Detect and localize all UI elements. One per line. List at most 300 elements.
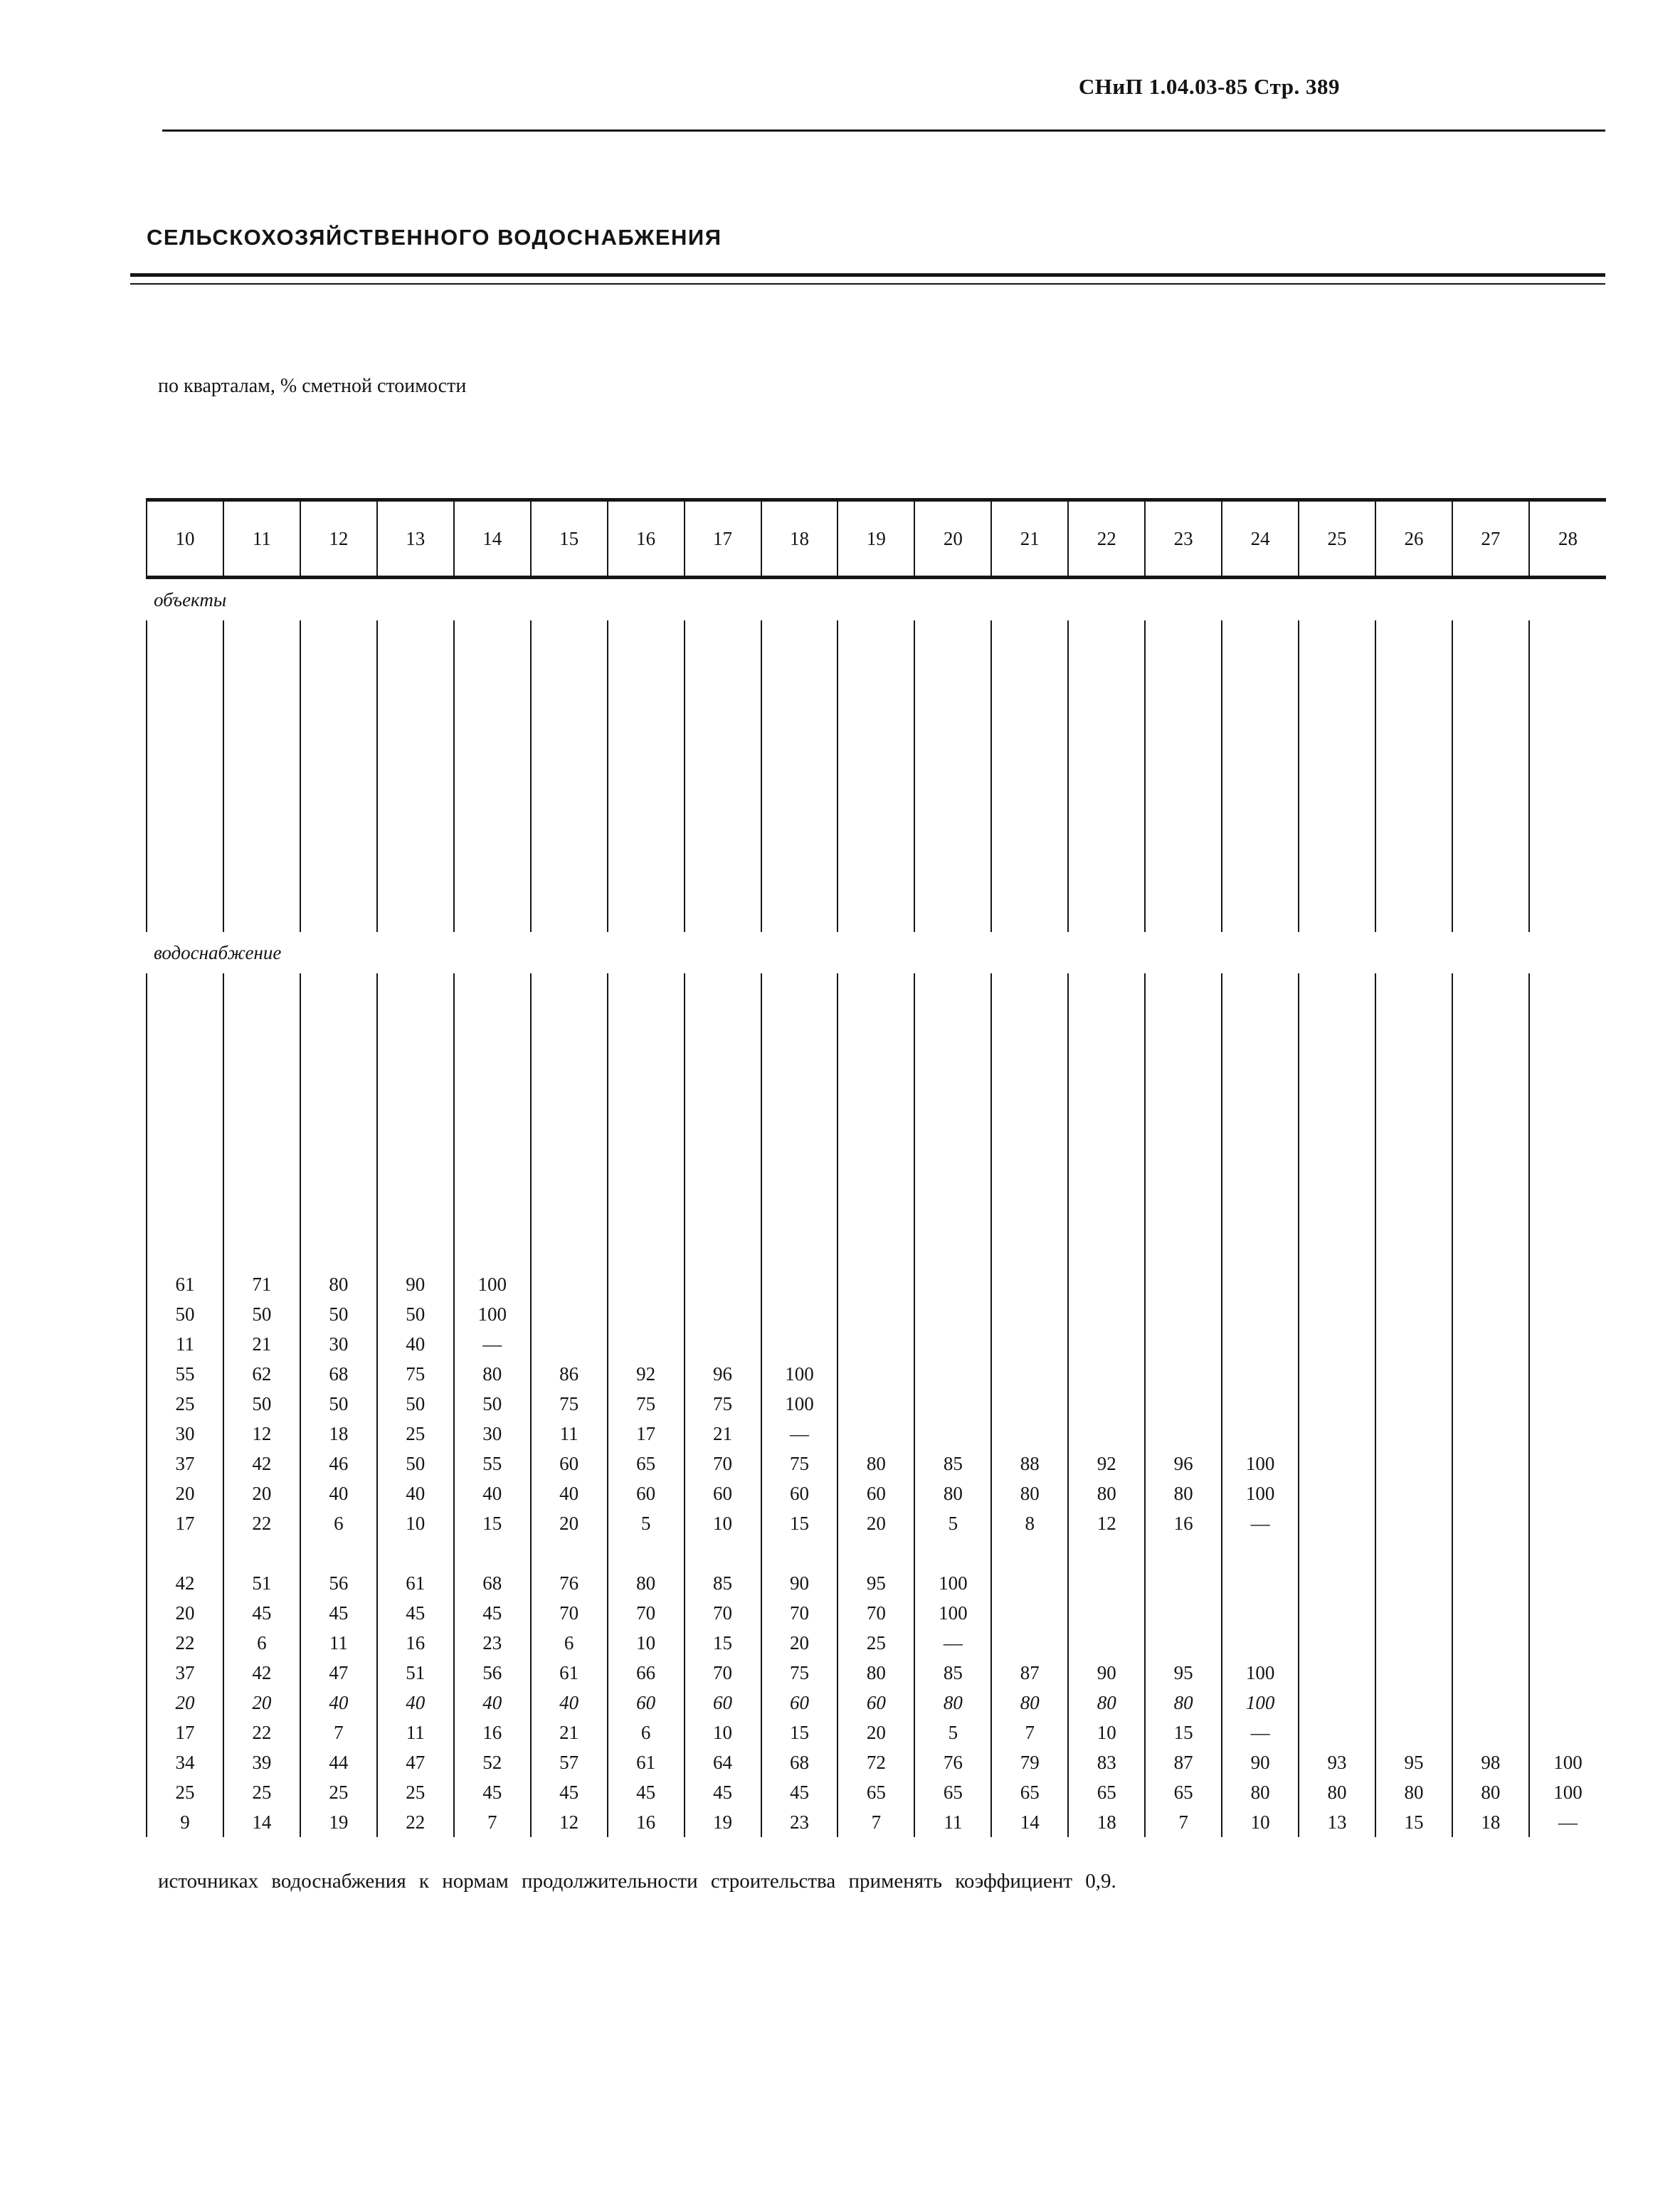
empty-cell [1299,973,1375,1269]
table-cell [1452,1508,1529,1538]
table-cell: 20 [531,1508,608,1538]
empty-cell [531,620,608,932]
table-cell: 80 [1145,1688,1222,1718]
table-cell [1299,1389,1375,1419]
table-cell: 80 [991,1478,1068,1508]
table-cell [1375,1359,1452,1389]
table-cell: — [761,1419,838,1449]
empty-cell [147,1538,223,1568]
table-cell: 80 [1145,1478,1222,1508]
table-cell: 10 [685,1508,761,1538]
table-cell [991,1419,1068,1449]
table-cell: 56 [300,1568,377,1598]
table-cell [761,1269,838,1299]
table-cell: 19 [685,1807,761,1837]
table-cell: 11 [300,1628,377,1658]
empty-cell [685,1538,761,1568]
column-header: 20 [914,500,991,578]
table-cell [1145,1568,1222,1598]
table-cell: 50 [377,1299,454,1329]
table-cell: 95 [1145,1658,1222,1688]
section-label-row [147,932,1606,973]
table-cell: 45 [685,1777,761,1807]
table-cell: 61 [147,1269,223,1299]
table-cell: 75 [761,1449,838,1478]
table-row [147,1478,1606,1508]
table-cell [1529,1598,1606,1628]
empty-cell [300,1538,377,1568]
table-cell [838,1389,914,1419]
table-cell: 60 [838,1478,914,1508]
table-cell [1222,1628,1299,1658]
empty-cell [991,1538,1068,1568]
column-header: 10 [147,500,223,578]
table-cell: 50 [223,1389,300,1419]
table-cell [1145,1359,1222,1389]
table-cell: 75 [377,1359,454,1389]
table-cell [1145,1598,1222,1628]
table-cell: 51 [377,1658,454,1688]
table-cell: 80 [1375,1777,1452,1807]
table-cell [1068,1359,1145,1389]
column-header: 19 [838,500,914,578]
table-cell: 20 [838,1508,914,1538]
table-cell: 18 [1452,1807,1529,1837]
table-header-row [147,500,1606,578]
table-cell [1068,1329,1145,1359]
table-cell: 17 [608,1419,685,1449]
table-cell [1145,1329,1222,1359]
table-cell: 75 [531,1389,608,1419]
table-cell: 45 [608,1777,685,1807]
column-header: 11 [223,500,300,578]
table-cell [1375,1449,1452,1478]
empty-cell [377,973,454,1269]
table-cell: 62 [223,1359,300,1389]
table-cell [1529,1419,1606,1449]
table-cell: 15 [1145,1718,1222,1747]
table-cell: 60 [685,1688,761,1718]
table-cell: 21 [223,1329,300,1359]
table-cell: 92 [608,1359,685,1389]
table-cell [1299,1688,1375,1718]
table-cell: 40 [377,1688,454,1718]
table-cell [1529,1658,1606,1688]
table-cell [1068,1389,1145,1419]
table-cell: 12 [1068,1508,1145,1538]
table-cell [531,1329,608,1359]
table-cell: 96 [1145,1449,1222,1478]
table-cell [1452,1568,1529,1598]
table-cell [761,1329,838,1359]
table-cell: 98 [1452,1747,1529,1777]
section-label: водоснабжение [154,941,282,963]
table-cell: 95 [838,1568,914,1598]
table-cell: 86 [531,1359,608,1389]
table-row [147,1508,1606,1538]
table-cell [608,1269,685,1299]
table-cell: 55 [147,1359,223,1389]
table-cell [1222,1359,1299,1389]
table-cell: 34 [147,1747,223,1777]
table-cell: 80 [1068,1478,1145,1508]
empty-cell [1452,620,1529,932]
table-cell: 18 [300,1419,377,1449]
table-cell: 22 [147,1628,223,1658]
empty-cell [991,973,1068,1269]
table-cell [1222,1598,1299,1628]
table-row [147,1449,1606,1478]
table-cell: 7 [1145,1807,1222,1837]
table-cell: 100 [1222,1688,1299,1718]
table-cell [1529,1449,1606,1478]
table-cell [1222,1419,1299,1449]
table-cell [991,1269,1068,1299]
empty-cell [1145,620,1222,932]
table-cell [1299,1658,1375,1688]
table-cell [1299,1329,1375,1359]
table-cell: 50 [377,1389,454,1419]
table-cell [1529,1269,1606,1299]
table-cell: 22 [223,1508,300,1538]
table-cell: 15 [761,1508,838,1538]
table-cell: 100 [914,1568,991,1598]
table-row [147,1658,1606,1688]
empty-cell [454,973,531,1269]
table-cell [1452,1299,1529,1329]
empty-cell [761,1538,838,1568]
table-cell: 80 [608,1568,685,1598]
table-cell: 15 [454,1508,531,1538]
table-cell: 90 [1222,1747,1299,1777]
table-cell: 40 [454,1688,531,1718]
table-cell: 7 [991,1718,1068,1747]
table-cell: 10 [608,1628,685,1658]
table-cell [1529,1299,1606,1329]
table-cell: 45 [454,1777,531,1807]
table-cell: 93 [1299,1747,1375,1777]
column-header: 23 [1145,500,1222,578]
column-header: 25 [1299,500,1375,578]
table-cell: 65 [991,1777,1068,1807]
table-cell: 56 [454,1658,531,1688]
table-cell: 72 [838,1747,914,1777]
table-cell: 52 [454,1747,531,1777]
spacer-row [147,973,1606,1269]
table-cell [1299,1359,1375,1389]
table-cell [1452,1449,1529,1478]
table-row [147,1269,1606,1299]
column-header: 22 [1068,500,1145,578]
table-cell [838,1269,914,1299]
table-cell [1299,1628,1375,1658]
table-cell [1299,1598,1375,1628]
table-cell [838,1359,914,1389]
empty-cell [377,620,454,932]
table-cell: 25 [147,1777,223,1807]
empty-cell [1222,620,1299,932]
empty-cell [914,973,991,1269]
table-cell: 80 [914,1478,991,1508]
empty-cell [147,620,223,932]
empty-cell [1375,1538,1452,1568]
table-cell: 85 [914,1658,991,1688]
table-cell: 9 [147,1807,223,1837]
table-cell: 14 [991,1807,1068,1837]
table-cell: 61 [608,1747,685,1777]
table-cell [1452,1269,1529,1299]
table-cell [991,1568,1068,1598]
table-cell: 60 [838,1688,914,1718]
table-cell: 20 [223,1688,300,1718]
table-cell: 10 [685,1718,761,1747]
table-cell: 40 [300,1688,377,1718]
table-cell [1145,1269,1222,1299]
empty-cell [1222,1538,1299,1568]
empty-cell [454,1538,531,1568]
subtitle: по кварталам, % сметной стоимости [158,375,467,397]
table-cell: 90 [1068,1658,1145,1688]
empty-cell [1145,1538,1222,1568]
table-cell: 14 [223,1807,300,1837]
table-cell: 20 [147,1598,223,1628]
table-cell [1299,1478,1375,1508]
table-cell: — [1222,1508,1299,1538]
table-cell: 25 [838,1628,914,1658]
table-cell [914,1389,991,1419]
table-cell: — [1222,1718,1299,1747]
empty-cell [608,1538,685,1568]
table-cell: 61 [531,1658,608,1688]
table-cell [838,1419,914,1449]
table-cell [1529,1718,1606,1747]
table-cell: 12 [531,1807,608,1837]
table-cell: — [1529,1807,1606,1837]
section-label-row [147,578,1606,621]
table-cell: 17 [147,1508,223,1538]
table-cell: 6 [531,1628,608,1658]
table-cell [1145,1628,1222,1658]
footer-note: источниках водоснабжения к нормам продолжительности строительства применять коэффициент 0,9. [158,1870,1116,1893]
table-cell [608,1299,685,1329]
table-cell: 80 [300,1269,377,1299]
table-cell: 60 [608,1688,685,1718]
table-cell: 60 [608,1478,685,1508]
table-cell [914,1269,991,1299]
table-cell: 39 [223,1747,300,1777]
table-cell: 25 [147,1389,223,1419]
table-cell [991,1389,1068,1419]
column-header: 28 [1529,500,1606,578]
table-cell: 65 [838,1777,914,1807]
table-cell: 88 [991,1449,1068,1478]
table-row [147,1299,1606,1329]
table-cell: 19 [300,1807,377,1837]
top-rule [162,129,1605,132]
table-cell: 65 [914,1777,991,1807]
table-cell [685,1329,761,1359]
table-cell: 37 [147,1658,223,1688]
table-cell: 40 [531,1688,608,1718]
table-cell [1529,1478,1606,1508]
table-row [147,1419,1606,1449]
table-cell: — [914,1628,991,1658]
table-cell: 18 [1068,1807,1145,1837]
table-cell: 21 [531,1718,608,1747]
table-cell: 20 [147,1478,223,1508]
table-cell: 70 [685,1598,761,1628]
empty-cell [1529,620,1606,932]
table-cell: 71 [223,1269,300,1299]
table-cell: 46 [300,1449,377,1478]
table-cell: 25 [377,1419,454,1449]
table-cell: 83 [1068,1747,1145,1777]
table-cell: 100 [454,1269,531,1299]
table-cell [1375,1568,1452,1598]
table-cell: 42 [223,1449,300,1478]
table-cell [761,1299,838,1329]
table-cell: 40 [531,1478,608,1508]
empty-cell [377,1538,454,1568]
page-title: СЕЛЬСКОХОЗЯЙСТВЕННОГО ВОДОСНАБЖЕНИЯ [147,225,722,250]
table-cell [1068,1419,1145,1449]
table-cell: 10 [377,1508,454,1538]
empty-cell [838,620,914,932]
table-row [147,1568,1606,1598]
column-header: 14 [454,500,531,578]
spacer-row [147,620,1606,932]
table-cell: 5 [608,1508,685,1538]
table-cell [1529,1688,1606,1718]
table-cell: 80 [454,1359,531,1389]
table-cell: 20 [838,1718,914,1747]
table-cell [1529,1359,1606,1389]
table-cell [914,1419,991,1449]
table-row [147,1747,1606,1777]
table-cell: 65 [1068,1777,1145,1807]
table-cell: 40 [377,1329,454,1359]
empty-cell [223,973,300,1269]
table-cell: 17 [147,1718,223,1747]
table-cell [1068,1299,1145,1329]
table-cell [1452,1718,1529,1747]
empty-cell [914,620,991,932]
table-cell: 40 [377,1478,454,1508]
empty-cell [1375,620,1452,932]
empty-cell [914,1538,991,1568]
table-cell: 30 [454,1419,531,1449]
table-cell: 50 [147,1299,223,1329]
table-cell [991,1598,1068,1628]
table-cell [1145,1299,1222,1329]
table-row [147,1718,1606,1747]
empty-cell [1452,973,1529,1269]
table-cell [1452,1359,1529,1389]
empty-cell [838,973,914,1269]
table-cell: 65 [1145,1777,1222,1807]
table-cell: 8 [991,1508,1068,1538]
table-cell: 100 [1222,1449,1299,1478]
table-cell: 76 [531,1568,608,1598]
table-cell [991,1299,1068,1329]
table-cell [685,1269,761,1299]
table-cell [608,1329,685,1359]
table-cell: 66 [608,1658,685,1688]
column-header: 12 [300,500,377,578]
table-cell [1299,1508,1375,1538]
table-cell: 16 [608,1807,685,1837]
empty-cell [300,620,377,932]
table-cell: 70 [838,1598,914,1628]
table-cell [1068,1598,1145,1628]
table-cell: 92 [1068,1449,1145,1478]
table-cell: 85 [914,1449,991,1478]
table-cell: 64 [685,1747,761,1777]
table-cell [1452,1329,1529,1359]
table-cell: 75 [685,1389,761,1419]
table-cell: 25 [223,1777,300,1807]
table-cell: 47 [377,1747,454,1777]
table-cell [1529,1508,1606,1538]
table-cell: 20 [761,1628,838,1658]
table-cell: 61 [377,1568,454,1598]
table-cell [1375,1718,1452,1747]
table-cell [1375,1389,1452,1419]
table-cell: 68 [761,1747,838,1777]
table-cell [1145,1389,1222,1419]
table-cell: 5 [914,1508,991,1538]
empty-cell [1068,620,1145,932]
table-cell: 50 [300,1389,377,1419]
table-cell [1375,1269,1452,1299]
data-table [146,498,1606,1837]
section-label: объекты [154,588,227,610]
table-cell: 42 [147,1568,223,1598]
table-cell: 55 [454,1449,531,1478]
table-cell [1068,1568,1145,1598]
table-cell: 100 [454,1299,531,1329]
table-cell: 80 [914,1688,991,1718]
table-cell: 68 [454,1568,531,1598]
table-cell [1452,1688,1529,1718]
column-header: 13 [377,500,454,578]
table-cell: 60 [685,1478,761,1508]
empty-cell [685,620,761,932]
empty-cell [1529,1538,1606,1568]
table-cell: 16 [454,1718,531,1747]
table-cell: 80 [991,1688,1068,1718]
table-cell: 90 [761,1568,838,1598]
table-cell: 15 [1375,1807,1452,1837]
table-cell [1529,1329,1606,1359]
column-header: 15 [531,500,608,578]
table-cell: 20 [223,1478,300,1508]
empty-cell [1529,973,1606,1269]
table-cell: 90 [377,1269,454,1299]
table-cell: 45 [454,1598,531,1628]
table-cell [1452,1658,1529,1688]
table-cell: 23 [454,1628,531,1658]
table-cell: 21 [685,1419,761,1449]
table-cell: 70 [608,1598,685,1628]
table-cell [991,1329,1068,1359]
table-cell [991,1359,1068,1389]
table-cell: 45 [300,1598,377,1628]
table-row [147,1329,1606,1359]
table-cell: 68 [300,1359,377,1389]
table-cell: 70 [685,1449,761,1478]
doc-reference: СНиП 1.04.03-85 Стр. 389 [1078,74,1340,99]
